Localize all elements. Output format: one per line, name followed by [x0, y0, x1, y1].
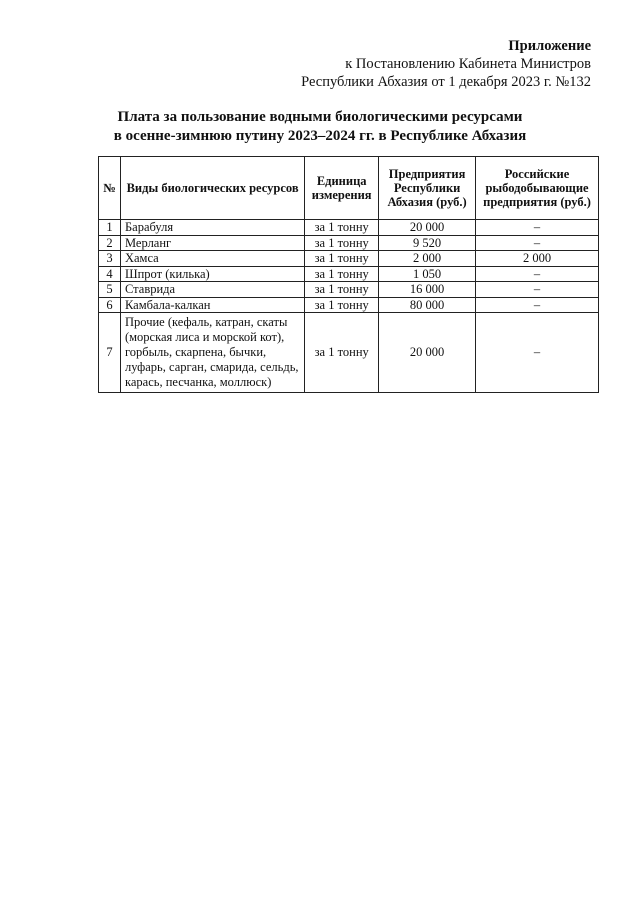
row-number: 4: [99, 266, 121, 282]
row-unit: за 1 тонну: [305, 297, 379, 313]
table-row: [99, 235, 599, 251]
row-abkhazia-price: 1 050: [379, 266, 476, 282]
document-title: [0, 108, 640, 146]
row-number: 7: [99, 313, 121, 393]
row-russia-price: –: [476, 266, 599, 282]
table-row: [99, 251, 599, 267]
row-unit: за 1 тонну: [305, 282, 379, 298]
row-number: 1: [99, 220, 121, 236]
document-title-line-2: в осенне-зимнюю путину 2023–2024 гг. в Республике Абхазия: [113, 128, 527, 144]
document-header: [301, 37, 591, 91]
row-russia-price: –: [476, 282, 599, 298]
header-species: Виды биологических ресурсов: [120, 157, 304, 220]
row-unit: за 1 тонну: [305, 220, 379, 236]
row-species: Ставрида: [120, 282, 304, 298]
table-row: [99, 313, 599, 393]
row-abkhazia-price: 9 520: [379, 235, 476, 251]
appendix-reference-line-1: к Постановлению Кабинета Министров: [345, 56, 591, 72]
row-species: Хамса: [120, 251, 304, 267]
row-abkhazia-price: 2 000: [379, 251, 476, 267]
header-number: №: [99, 157, 121, 220]
row-species: Мерланг: [120, 235, 304, 251]
row-species: Шпрот (килька): [120, 266, 304, 282]
row-abkhazia-price: 16 000: [379, 282, 476, 298]
row-number: 5: [99, 282, 121, 298]
header-abkhazia-price: Предприятия Республики Абхазия (руб.): [379, 157, 476, 220]
row-abkhazia-price: 80 000: [379, 297, 476, 313]
row-unit: за 1 тонну: [305, 313, 379, 393]
row-species: Барабуля: [120, 220, 304, 236]
table-row: [99, 297, 599, 313]
row-species: Камбала-калкан: [120, 297, 304, 313]
document-title-line-1: Плата за пользование водными биологическими ресурсами: [117, 109, 523, 125]
row-russia-price: –: [476, 220, 599, 236]
row-unit: за 1 тонну: [305, 266, 379, 282]
row-number: 3: [99, 251, 121, 267]
appendix-reference-line-2: Республики Абхазия от 1 декабря 2023 г. №132: [301, 74, 591, 90]
row-abkhazia-price: 20 000: [379, 313, 476, 393]
row-number: 2: [99, 235, 121, 251]
row-russia-price: –: [476, 235, 599, 251]
row-unit: за 1 тонну: [305, 235, 379, 251]
table-row: [99, 220, 599, 236]
fee-table: [98, 156, 599, 393]
row-russia-price: –: [476, 297, 599, 313]
header-unit: Единица измерения: [305, 157, 379, 220]
row-number: 6: [99, 297, 121, 313]
table-row: [99, 266, 599, 282]
row-unit: за 1 тонну: [305, 251, 379, 267]
appendix-title: Приложение: [508, 38, 591, 54]
header-russia-price: Российские рыбодобывающие предприятия (руб.): [476, 157, 599, 220]
row-russia-price: –: [476, 313, 599, 393]
table-row: [99, 282, 599, 298]
table-header-row: [99, 157, 599, 220]
row-russia-price: 2 000: [476, 251, 599, 267]
row-abkhazia-price: 20 000: [379, 220, 476, 236]
row-species: Прочие (кефаль, катран, скаты (морская лиса и морской кот), горбыль, скарпена, бычки, луфарь, сарган, смарида, сельдь, карась, песчанка, моллюск): [120, 313, 304, 393]
